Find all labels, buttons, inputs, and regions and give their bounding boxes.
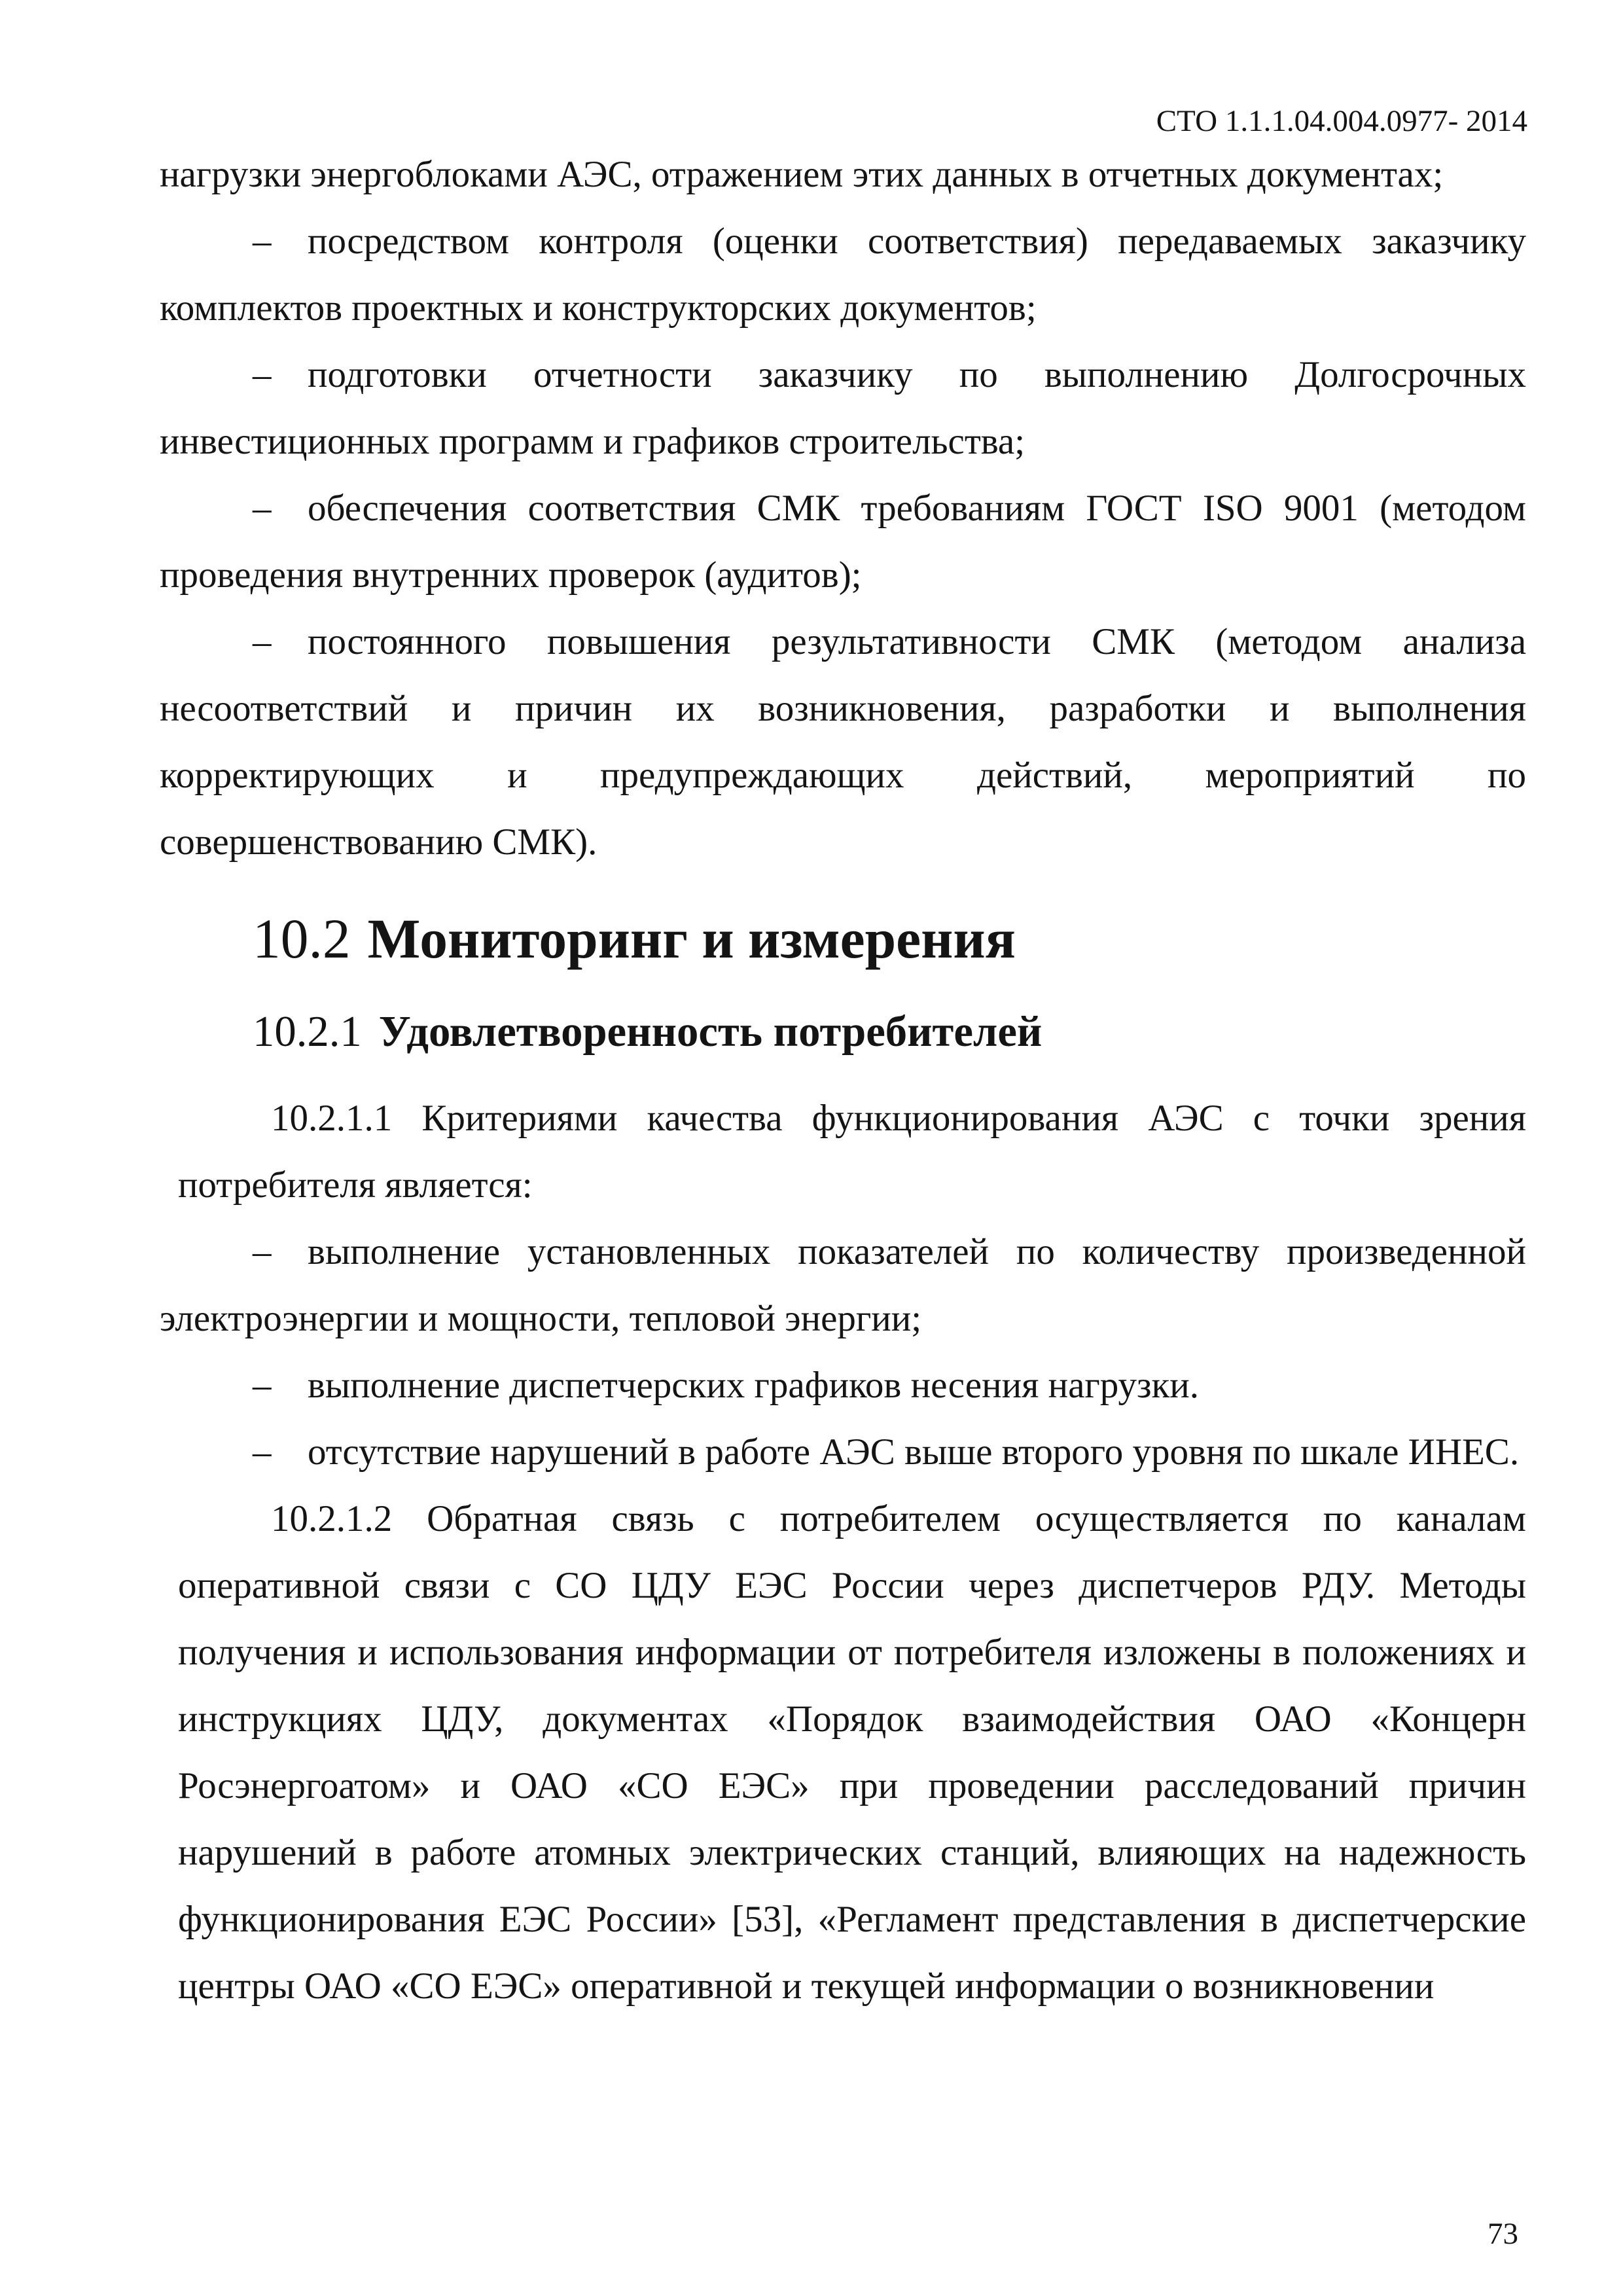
dash-marker: –: [253, 1365, 272, 1406]
bullet-text: подготовки отчетности заказчику по выполнению Долгосрочных инвестиционных программ и графиков строительства;: [160, 354, 1526, 462]
section-heading-10-2-1: [160, 999, 1526, 1066]
continued-paragraph: нагрузки энергоблоками АЭС, отражением этих данных в отчетных документах;: [160, 154, 1444, 195]
criteria-item: [160, 1219, 1526, 1352]
dash-marker: –: [253, 1431, 272, 1473]
document-code: СТО 1.1.1.04.004.0977- 2014: [1156, 104, 1527, 138]
page-body: [160, 141, 1526, 2020]
section-title: Мониторинг и измерения: [367, 908, 1016, 970]
criteria-item: [160, 1419, 1526, 1486]
dash-marker: –: [253, 488, 272, 529]
bullet-item: [160, 208, 1526, 342]
criteria-text: выполнение установленных показателей по количеству произведенной электроэнергии и мощности, тепловой энергии;: [160, 1231, 1526, 1339]
dash-marker: –: [253, 354, 272, 395]
dash-marker: –: [253, 1231, 272, 1272]
bullet-text: постоянного повышения результативности СМК (методом анализа несоответствий и причин их возникновения, разработки и выполнения корректирующих и предупреждающих действий, мероприятий по совершенствованию СМК).: [160, 621, 1526, 863]
section-heading-10-2: [160, 906, 1526, 973]
criteria-text: отсутствие нарушений в работе АЭС выше второго уровня по шкале ИНЕС.: [308, 1431, 1520, 1473]
section-number: 10.2: [253, 908, 351, 970]
section-title: Удовлетворенность потребителей: [378, 1008, 1043, 1056]
page-number: 73: [1488, 2217, 1518, 2251]
bullet-text: обеспечения соответствия СМК требованиям ГОСТ ISO 9001 (методом проведения внутренних проверок (аудитов);: [160, 488, 1526, 596]
dash-marker: –: [253, 621, 272, 662]
bullet-item: [160, 609, 1526, 876]
criteria-text: выполнение диспетчерских графиков несения нагрузки.: [308, 1365, 1199, 1406]
dash-marker: –: [253, 221, 272, 262]
bullet-text: посредством контроля (оценки соответствия) передаваемых заказчику комплектов проектных и конструкторских документов;: [160, 221, 1526, 329]
bullet-item: [160, 475, 1526, 609]
bullet-item: [160, 342, 1526, 475]
paragraph-10-2-1-2: 10.2.1.2 Обратная связь с потребителем осуществляется по каналам оперативной связи с СО ЦДУ ЕЭС России через диспетчеров РДУ. Методы получения и использования информации от потребителя изложены в положениях и инструкциях ЦДУ, документах «Порядок взаимодействия ОАО «Концерн Росэнергоатом» и ОАО «СО ЕЭС» при проведении расследований причин нарушений в работе атомных электрических станций, влияющих на надежность функционирования ЕЭС России» [53], «Регламент представления в диспетчерские центры ОАО «СО ЕЭС» оперативной и текущей информации о возникновении: [178, 1498, 1526, 2007]
section-number: 10.2.1: [253, 1008, 362, 1056]
criteria-item: [160, 1352, 1526, 1419]
paragraph-10-2-1-1: 10.2.1.1 Критериями качества функционирования АЭС с точки зрения потребителя является:: [178, 1098, 1526, 1206]
